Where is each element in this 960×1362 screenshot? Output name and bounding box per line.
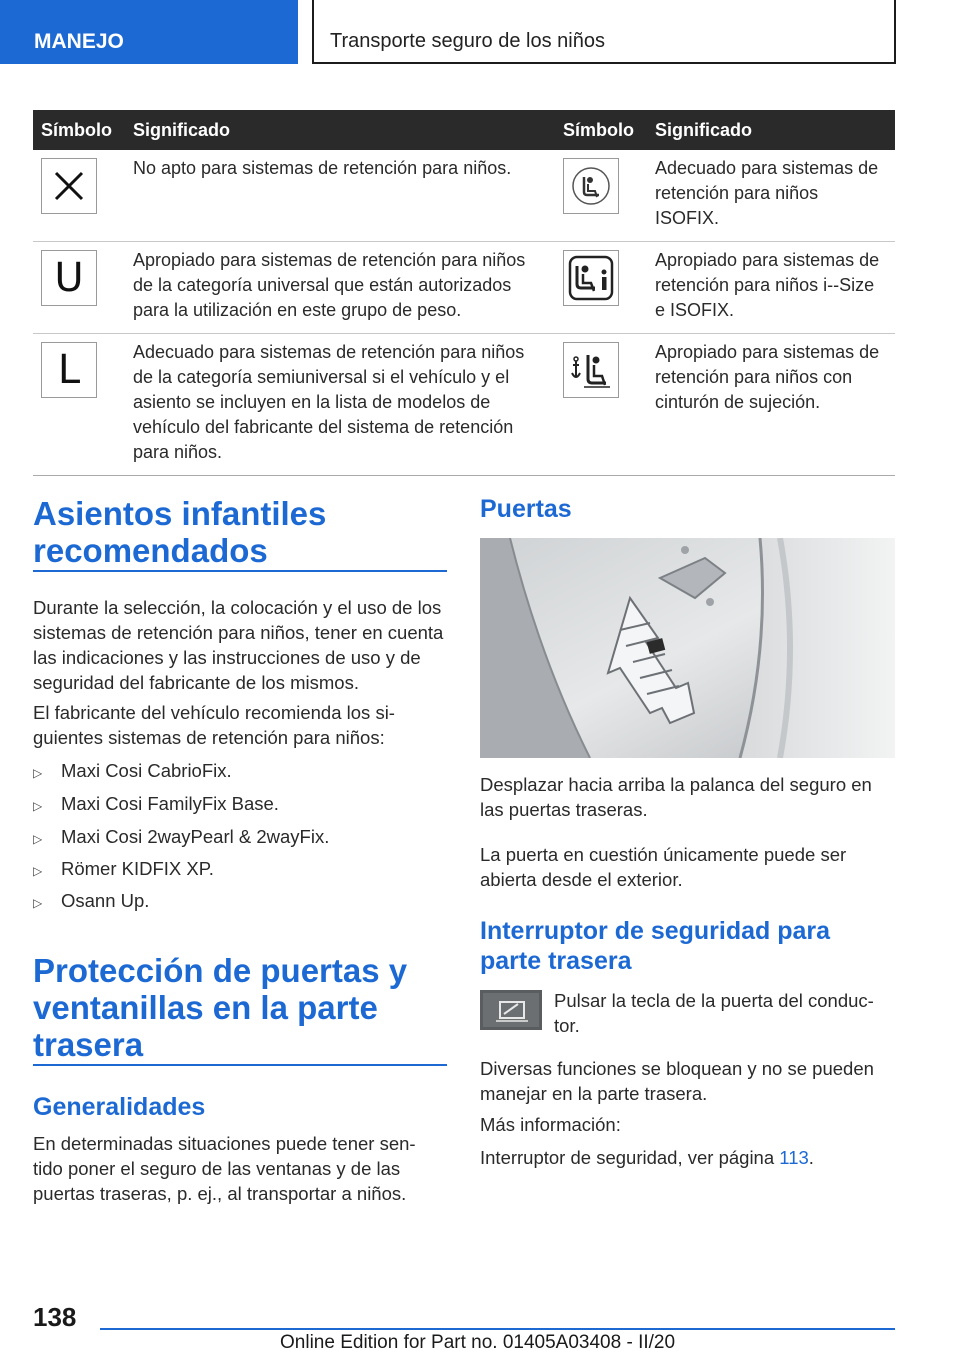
universal-category-icon	[41, 250, 97, 306]
col-header-meaning-2: Significado	[647, 110, 895, 150]
symbol-cell	[555, 150, 647, 242]
list-item	[33, 791, 279, 819]
semi-universal-category-icon	[41, 342, 97, 398]
cross-reference	[480, 1145, 895, 1170]
edition-note: Online Edition for Part no. 01405A03408 - II/20	[280, 1332, 676, 1353]
paragraph: Pulsar la tecla de la puerta del conduc- tor.	[554, 990, 874, 1036]
cross-reference-text: Interruptor de seguridad, ver página	[480, 1147, 780, 1168]
symbol-letter: L	[57, 347, 81, 393]
heading-recommended-seats: Asientos infantiles recomendados	[33, 495, 327, 569]
heading-safety-switch: Interruptor de seguridad para parte trasera	[480, 917, 831, 975]
col-header-symbol-2: Símbolo	[555, 110, 647, 150]
bullet-triangle-icon: ▷	[33, 766, 43, 780]
page-title: Transporte seguro de los niños	[312, 0, 896, 64]
symbol-cell	[33, 242, 125, 334]
table-row	[33, 242, 895, 334]
col-header-meaning: Significado	[125, 110, 555, 150]
heading-rule	[33, 1064, 447, 1066]
paragraph: Durante la selección, la colocación y el uso de los sistemas de retención para niños, tener en cuenta las indicaciones y las instrucciones de uso y de seguridad del fabricante de los mismos.	[33, 597, 444, 693]
page-link[interactable]: 113	[779, 1147, 809, 1168]
footer-rule	[100, 1328, 895, 1330]
list-item	[33, 856, 214, 884]
meaning-cell: Adecuado para sistemas de retención para niños ISOFIX.	[647, 150, 895, 242]
cross-reference-suffix: .	[808, 1147, 814, 1168]
list-item-text: Römer KIDFIX XP.	[61, 858, 214, 879]
list-item-text: Maxi Cosi FamilyFix Base.	[61, 793, 279, 814]
symbol-letter: U	[54, 255, 84, 301]
symbol-cell	[555, 242, 647, 334]
meaning-cell: Adecuado para sistemas de retención para niños de la categoría semiuniversal si el vehículo y el asiento se incluyen en la lista de modelos de vehículo del fabricante del sistema de retención para niños.	[125, 334, 555, 476]
bullet-triangle-icon: ▷	[33, 832, 43, 846]
page-number: 138	[33, 1302, 77, 1332]
meaning-cell: Apropiado para sistemas de retención para niños i--Size e ISOFIX.	[647, 242, 895, 334]
table-row	[33, 150, 895, 242]
heading-door-window-protection: Protección de puertas y ventanillas en la parte trasera	[33, 952, 408, 1063]
table-row	[33, 334, 895, 476]
paragraph: Más información:	[480, 1114, 621, 1135]
meaning-cell: No apto para sistemas de retención para niños.	[125, 150, 555, 242]
bullet-triangle-icon: ▷	[33, 864, 43, 878]
symbol-cell	[33, 334, 125, 476]
paragraph: La puerta en cuestión únicamente puede ser abierta desde el exterior.	[480, 844, 847, 890]
x-icon	[41, 158, 97, 214]
isofix-seat-icon	[563, 158, 619, 214]
list-item-text: Maxi Cosi CabrioFix.	[61, 760, 232, 781]
list-item	[33, 888, 149, 916]
paragraph: Desplazar hacia arriba la palanca del seguro en las puertas traseras.	[480, 774, 872, 820]
list-item	[33, 824, 329, 852]
list-item	[33, 758, 232, 786]
symbol-table	[33, 110, 895, 476]
symbol-cell	[33, 150, 125, 242]
heading-doors: Puertas	[480, 495, 572, 523]
meaning-cell: Apropiado para sistemas de retención para niños con cinturón de sujeción.	[647, 334, 895, 476]
paragraph: El fabricante del vehículo recomienda los si- guientes sistemas de retención para niños:	[33, 702, 395, 748]
list-item-text: Osann Up.	[61, 890, 150, 911]
window-lock-button-icon	[480, 990, 542, 1030]
bullet-triangle-icon: ▷	[33, 896, 43, 910]
list-item-text: Maxi Cosi 2wayPearl & 2wayFix.	[61, 826, 330, 847]
heading-rule	[33, 570, 447, 572]
heading-general: Generalidades	[33, 1093, 206, 1121]
meaning-cell: Apropiado para sistemas de retención para niños de la categoría universal que están autorizados para la utilización en este grupo de peso.	[125, 242, 555, 334]
col-header-symbol: Símbolo	[33, 110, 125, 150]
paragraph: En determinadas situaciones puede tener sen- tido poner el seguro de las ventanas y de las puertas traseras, p. ej., al transportar a niños.	[33, 1133, 416, 1204]
paragraph: Diversas funciones se bloquean y no se pueden manejar en la parte trasera.	[480, 1058, 874, 1104]
tether-seat-icon	[563, 342, 619, 398]
section-tab: MANEJO	[0, 0, 298, 64]
symbol-cell	[555, 334, 647, 476]
door-lock-lever-image	[480, 538, 895, 758]
i-size-seat-icon	[563, 250, 619, 306]
table-header-row	[33, 110, 895, 150]
bullet-triangle-icon: ▷	[33, 799, 43, 813]
